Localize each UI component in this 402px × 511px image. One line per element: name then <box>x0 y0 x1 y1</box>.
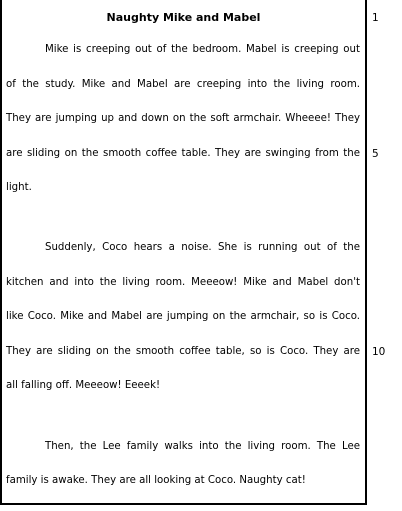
line-number: 10 <box>372 346 386 358</box>
text-line: They are jumping up and down on the soft armchair. Wheeee! They <box>6 113 360 124</box>
text-line: of the study. Mike and Mabel are creeping into the living room. <box>6 79 360 90</box>
text-line: kitchen and into the living room. Meeeow! Mike and Mabel don't <box>6 277 360 288</box>
text-line: Mike is creeping out of the bedroom. Mabel is creeping out <box>45 44 360 55</box>
text-line: family is awake. They are all looking at Coco. Naughty cat! <box>6 475 306 486</box>
text-line: all falling off. Meeeow! Eeeek! <box>6 380 161 391</box>
text-line: Suddenly, Coco hears a noise. She is running out of the <box>45 242 360 253</box>
text-line: Then, the Lee family walks into the living room. The Lee <box>45 441 360 452</box>
text-line: are sliding on the smooth coffee table. They are swinging from the <box>6 148 360 159</box>
text-line: They are sliding on the smooth coffee table, so is Coco. They are <box>6 346 360 357</box>
text-line: light. <box>6 182 32 193</box>
line-number: 5 <box>372 148 379 160</box>
document-title: Naughty Mike and Mabel <box>106 11 261 24</box>
line-number: 1 <box>372 12 379 24</box>
text-line: like Coco. Mike and Mabel are jumping on the armchair, so is Coco. <box>6 311 360 322</box>
